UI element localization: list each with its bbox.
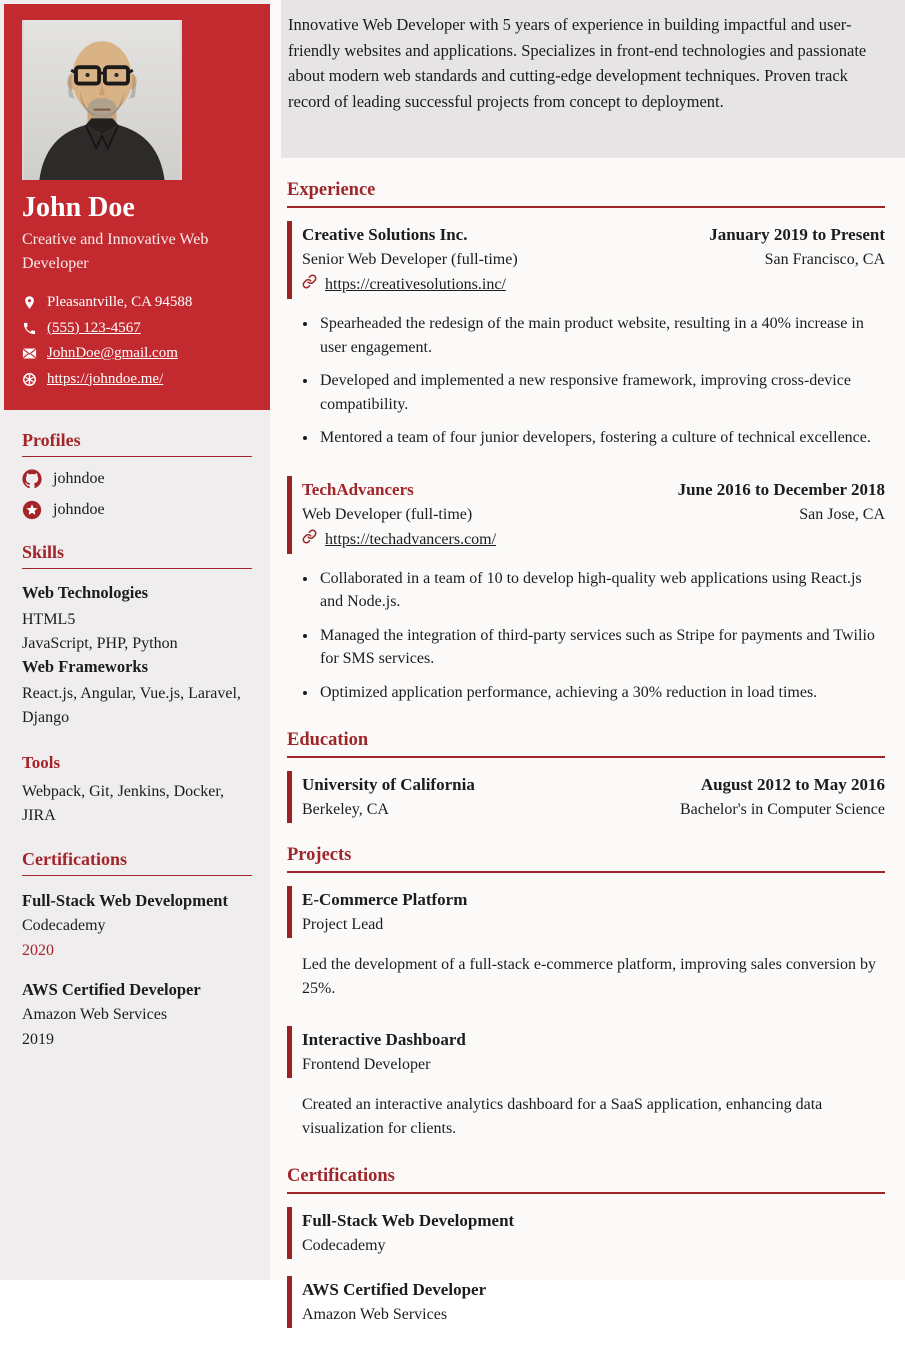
- tools-section: [22, 751, 252, 827]
- school-name: University of California: [302, 775, 475, 794]
- profile-username: johndoe: [53, 470, 105, 487]
- bullet-item: • Optimized application performance, achieving a 30% reduction in load times.: [318, 681, 885, 705]
- skills-heading: Skills: [22, 542, 252, 569]
- date-range: June 2016 to December 2018: [677, 479, 885, 499]
- skill-group-name: Web Frameworks: [22, 657, 149, 676]
- profile-photo: [22, 20, 182, 180]
- sidebar: [0, 0, 270, 1280]
- sidebar-header: [4, 4, 270, 410]
- tools-list: Webpack, Git, Jenkins, Docker, JIRA: [22, 783, 225, 824]
- experience-entry-header: [287, 476, 885, 554]
- education-section: [287, 730, 885, 823]
- sidebar-certifications-section: [22, 849, 252, 1052]
- main-certifications-section: [287, 1166, 885, 1328]
- certification-item: [22, 888, 252, 963]
- skill-group-line: JavaScript, PHP, Python: [22, 634, 178, 652]
- date-range: August 2012 to May 2016: [700, 775, 885, 794]
- profiles-section: [22, 430, 252, 520]
- link-icon: [302, 527, 317, 553]
- star-badge-icon: [22, 500, 42, 520]
- job-title: Senior Web Developer (full-time): [302, 251, 518, 268]
- profiles-heading: Profiles: [22, 430, 252, 457]
- bullet-item: • Spearheaded the redesign of the main product website, resulting in a 40% increase in user engagement.: [318, 312, 885, 359]
- location-icon: [22, 295, 37, 310]
- skill-group-line: React.js, Angular, Vue.js, Laravel, Django: [22, 685, 241, 726]
- contact-email[interactable]: [22, 341, 252, 367]
- certification-title: Full-Stack Web Development: [22, 891, 228, 910]
- skills-section: [22, 542, 252, 729]
- project-role: Project Lead: [302, 916, 384, 933]
- job-location: San Jose, CA: [799, 505, 885, 523]
- company-name: Creative Solutions Inc.: [302, 225, 468, 244]
- experience-section: [287, 180, 885, 704]
- project-description: Created an interactive analytics dashboard for a SaaS application, enhancing data visualization for clients.: [302, 1096, 823, 1137]
- person-name: John Doe: [22, 192, 135, 223]
- contact-list: [22, 290, 252, 392]
- project-entry: [287, 886, 885, 1000]
- certification-item: [22, 977, 252, 1052]
- project-entry-header: [287, 886, 885, 938]
- bullet-item: • Developed and implemented a new responsive framework, improving cross-device compatibility.: [318, 369, 885, 416]
- sidebar-sections: [0, 410, 270, 1052]
- experience-entry: [287, 221, 885, 450]
- project-entry: [287, 1026, 885, 1140]
- project-entry-header: [287, 1026, 885, 1078]
- bullet-item: • Managed the integration of third-party services such as Stripe for payments and Twilio for SMS services.: [318, 624, 885, 671]
- projects-heading: Projects: [287, 845, 885, 873]
- skill-group: [22, 655, 252, 729]
- phone-icon: [22, 321, 37, 336]
- education-entry: [287, 771, 885, 823]
- certification-issuer: Codecademy: [22, 917, 106, 934]
- company-url[interactable]: https://creativesolutions.inc/: [325, 276, 506, 293]
- globe-icon: [22, 372, 37, 387]
- job-location: San Francisco, CA: [764, 251, 885, 268]
- email-icon: [22, 346, 37, 361]
- profile-username: johndoe: [53, 501, 105, 518]
- experience-entry: [287, 476, 885, 705]
- experience-entry-header: [287, 221, 885, 299]
- certification-entry: [287, 1207, 885, 1259]
- main-content: [287, 158, 885, 1345]
- certification-year: 2019: [22, 1031, 54, 1048]
- certification-issuer: Amazon Web Services: [22, 1006, 168, 1023]
- skill-group-line: HTML5: [22, 611, 76, 628]
- summary-text: Innovative Web Developer with 5 years of experience in building impactful and user-friendly websites and applications. Specializes in front-end technologies and passionate about modern web standards and cutting-edge development techniques. Proven track record of leading successful projects from concept to deployment.: [288, 15, 867, 111]
- tools-heading: Tools: [22, 753, 61, 772]
- portrait-illustration: [22, 20, 182, 180]
- contact-location: [22, 290, 252, 316]
- link-icon: [302, 272, 317, 298]
- github-icon: [22, 469, 42, 489]
- certification-title: AWS Certified Developer: [22, 980, 201, 999]
- certification-issuer: Codecademy: [302, 1237, 386, 1254]
- degree: Bachelor's in Computer Science: [679, 801, 885, 818]
- profile-item-star: [22, 500, 252, 520]
- school-location: Berkeley, CA: [302, 801, 389, 818]
- contact-phone-text[interactable]: (555) 123-4567: [47, 319, 141, 336]
- experience-bullets: [287, 567, 885, 705]
- certification-title: AWS Certified Developer: [302, 1280, 487, 1299]
- main-certifications-heading: Certifications: [287, 1166, 885, 1194]
- education-heading: Education: [287, 730, 885, 758]
- sidebar-certifications-heading: Certifications: [22, 849, 252, 876]
- experience-bullets: [287, 312, 885, 450]
- bullet-item: • Mentored a team of four junior developers, fostering a culture of technical excellence.: [318, 426, 885, 450]
- certification-issuer: Amazon Web Services: [302, 1306, 448, 1323]
- skill-group-name: Web Technologies: [22, 583, 149, 602]
- date-range: January 2019 to Present: [709, 225, 885, 244]
- experience-heading: Experience: [287, 180, 885, 208]
- certification-title: Full-Stack Web Development: [302, 1211, 515, 1230]
- project-description: Led the development of a full-stack e-commerce platform, improving sales conversion by 25%.: [302, 956, 877, 997]
- contact-phone[interactable]: [22, 316, 252, 342]
- contact-email-text[interactable]: JohnDoe@gmail.com: [47, 345, 178, 361]
- company-url[interactable]: https://techadvancers.com/: [325, 530, 497, 548]
- profile-item-github: [22, 469, 252, 489]
- contact-location-text: Pleasantville, CA 94588: [47, 294, 193, 310]
- skill-group: [22, 581, 252, 655]
- project-role: Frontend Developer: [302, 1056, 431, 1073]
- person-headline: Creative and Innovative Web Developer: [22, 231, 209, 272]
- contact-website[interactable]: [22, 367, 252, 393]
- project-name: Interactive Dashboard: [302, 1030, 466, 1049]
- contact-website-text[interactable]: https://johndoe.me/: [47, 370, 164, 387]
- projects-section: [287, 845, 885, 1140]
- company-name: TechAdvancers: [302, 479, 414, 499]
- summary-section: [281, 0, 905, 158]
- job-title: Web Developer (full-time): [302, 505, 473, 523]
- certification-year: 2020: [22, 942, 54, 959]
- certification-entry: [287, 1276, 885, 1328]
- bullet-item: • Collaborated in a team of 10 to develop high-quality web applications using React.js and Node.js.: [318, 567, 885, 614]
- project-name: E-Commerce Platform: [302, 890, 468, 909]
